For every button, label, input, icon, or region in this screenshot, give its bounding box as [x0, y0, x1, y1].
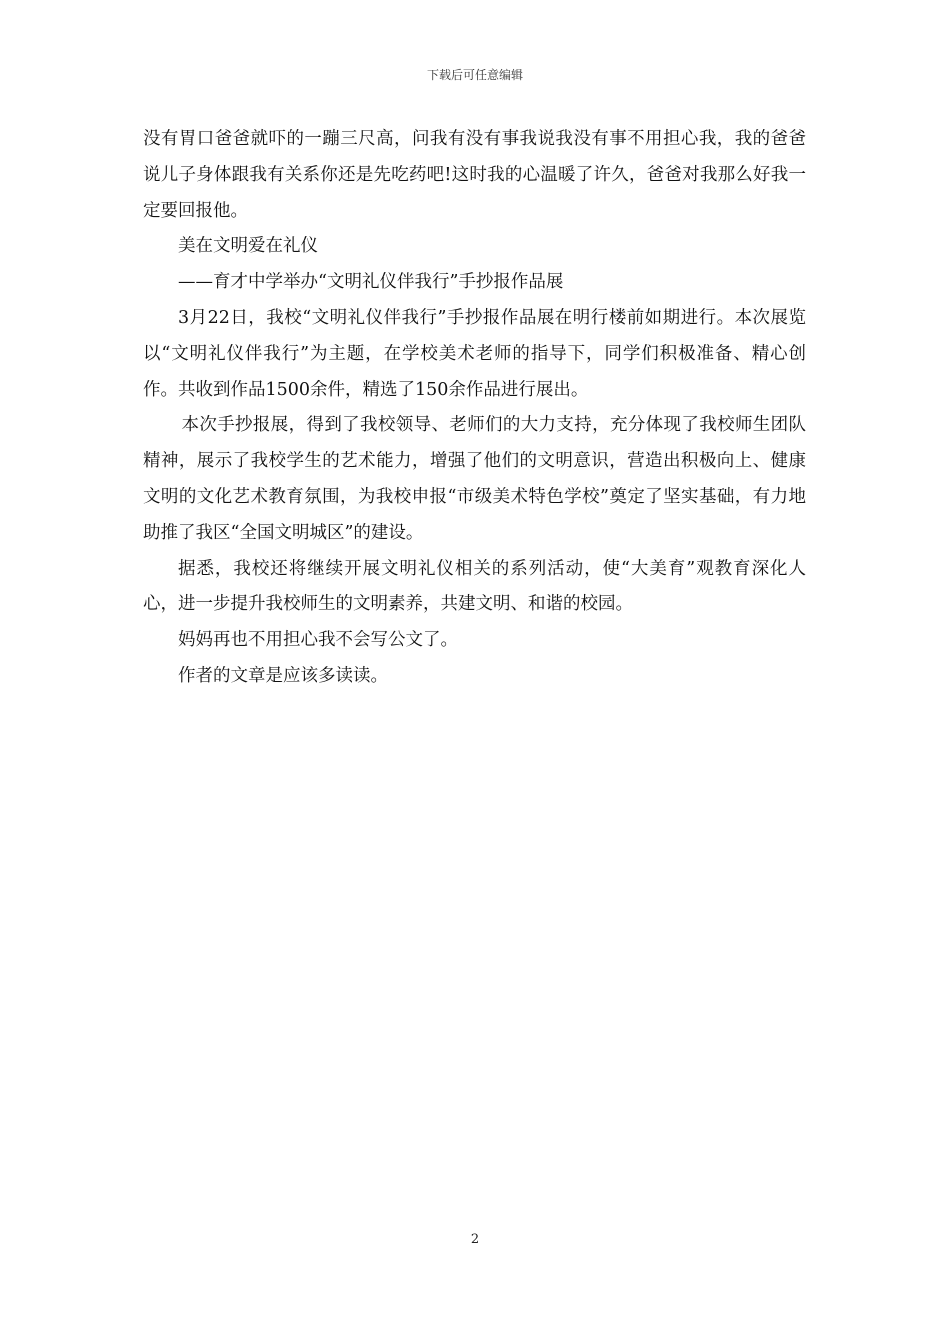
paragraph-remark: 妈妈再也不用担心我不会写公文了。 [178, 630, 458, 651]
paragraph-future: 据悉，我校还将继续开展文明礼仪相关的系列活动，使“大美育”观教育深化人心，进一步提升我校师生的文明素养，共建文明、和谐的校园。 [143, 558, 806, 615]
paragraph-continuation: 没有胃口爸爸就吓的一蹦三尺高，问我有没有事我说我没有事不用担心我，我的爸爸说儿子身体跟我有关系你还是先吃药吧!这时我的心温暖了许久，爸爸对我那么好我一定要回报他。 [143, 129, 806, 221]
paragraph-closing: 作者的文章是应该多读读。 [178, 665, 388, 686]
page-number: 2 [470, 1232, 480, 1247]
document-body [143, 122, 806, 695]
paragraph-exhibition: 3月22日，我校“文明礼仪伴我行”手抄报作品展在明行楼前如期进行。本次展览以“文明礼仪伴我行”为主题，在学校美术老师的指导下，同学们积极准备、精心创作。共收到作品1500余件，精选了150余作品进行展出。 [143, 307, 806, 400]
article-title: 美在文明爱在礼仪 [178, 236, 318, 257]
page-header: 下载后可任意编辑 [426, 68, 523, 82]
paragraph-support: 本次手抄报展，得到了我校领导、老师们的大力支持，充分体现了我校师生团队精神，展示了我校学生的艺术能力，增强了他们的文明意识，营造出积极向上、健康文明的文化艺术教育氛围，为我校申报“市级美术特色学校”奠定了坚实基础，有力地助推了我区“全国文明城区”的建设。 [143, 415, 806, 543]
article-subtitle: ——育才中学举办“文明礼仪伴我行”手抄报作品展 [178, 272, 564, 293]
